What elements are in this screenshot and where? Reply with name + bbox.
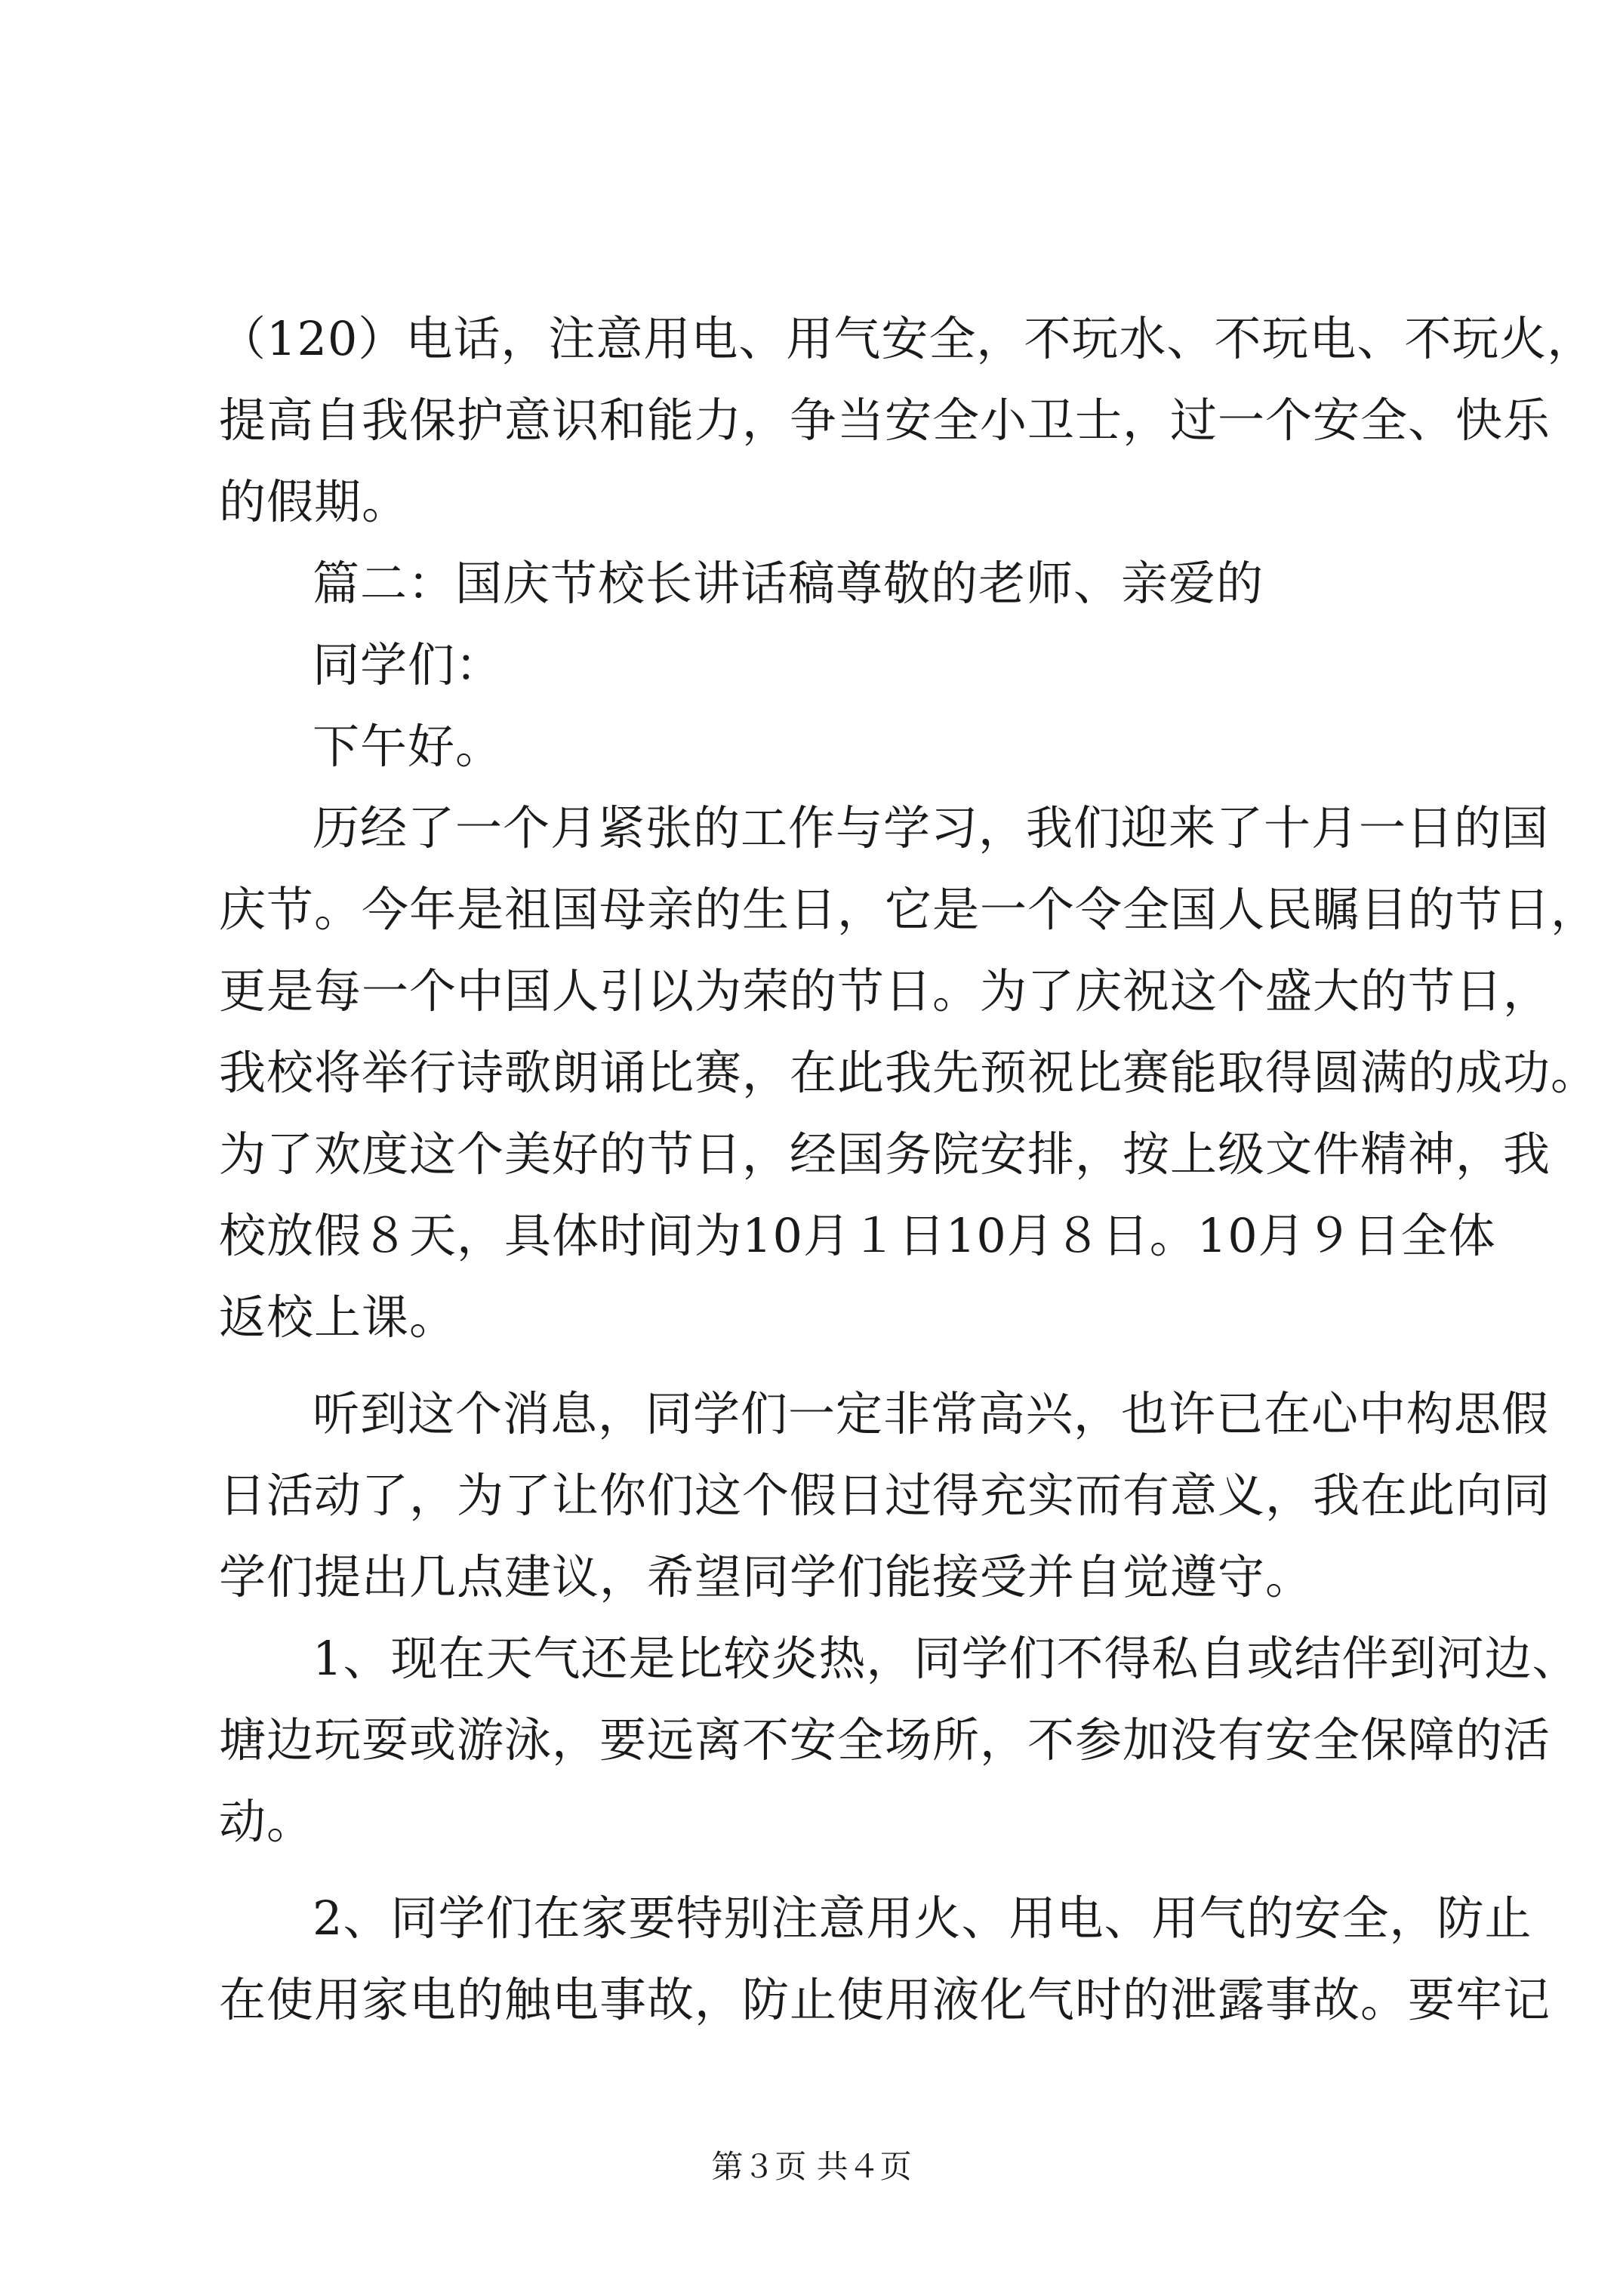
page-number-footer: 第３页 共４页 bbox=[711, 2148, 912, 2185]
paragraph-gap bbox=[219, 1863, 1434, 1878]
paragraph-gap bbox=[219, 1358, 1434, 1373]
paragraph-start: 听到这个消息，同学们一定非常高兴，也许已在心中构思假 bbox=[313, 1386, 1550, 1441]
text-line: 学们提出几点建议，希望同学们能接受并自觉遵守。 bbox=[219, 1549, 1313, 1604]
text-line: 返校上课。 bbox=[219, 1290, 457, 1345]
text-line: 校放假８天，具体时间为10月１日10月８日。10月９日全体 bbox=[219, 1208, 1496, 1263]
text-line: 更是每一个中国人引以为荣的节日。为了庆祝这个盛大的节日， bbox=[219, 963, 1551, 1019]
list-item-1-start: 1、现在天气还是比较炎热，同学们不得私自或结伴到河边、 bbox=[313, 1631, 1580, 1686]
text-line: 提高自我保护意识和能力，争当安全小卫士，过一个安全、快乐 bbox=[219, 393, 1551, 448]
text-line: 我校将举行诗歌朗诵比赛，在此我先预祝比赛能取得圆满的成功。 bbox=[219, 1045, 1599, 1100]
greeting: 下午好。 bbox=[313, 719, 504, 774]
section-heading: 篇二：国庆节校长讲话稿尊敬的老师、亲爱的 bbox=[313, 556, 1264, 611]
text-line: 庆节。今年是祖国母亲的生日，它是一个令全国人民瞩目的节日， bbox=[219, 882, 1599, 937]
text-line: 为了欢度这个美好的节日，经国务院安排，按上级文件精神，我 bbox=[219, 1126, 1551, 1182]
paragraph-start: 历经了一个月紧张的工作与学习，我们迎来了十月一日的国 bbox=[313, 800, 1550, 855]
text-line: 塘边玩耍或游泳，要远离不安全场所，不参加没有安全保障的活 bbox=[219, 1712, 1551, 1767]
text-line: 动。 bbox=[219, 1794, 315, 1849]
text-line: 的假期。 bbox=[219, 474, 410, 529]
salutation: 同学们： bbox=[313, 637, 504, 692]
text-line: 在使用家电的触电事故，防止使用液化气时的泄露事故。要牢记 bbox=[219, 1972, 1551, 2027]
text-line: 日活动了，为了让你们这个假日过得充实而有意义，我在此向同 bbox=[219, 1468, 1551, 1523]
text-line: （120）电话，注意用电、用气安全，不玩水、不玩电、不玩火， bbox=[219, 311, 1595, 366]
list-item-2-start: 2、同学们在家要特别注意用火、用电、用气的安全，防止 bbox=[313, 1891, 1532, 1946]
document-body bbox=[219, 298, 1599, 2041]
